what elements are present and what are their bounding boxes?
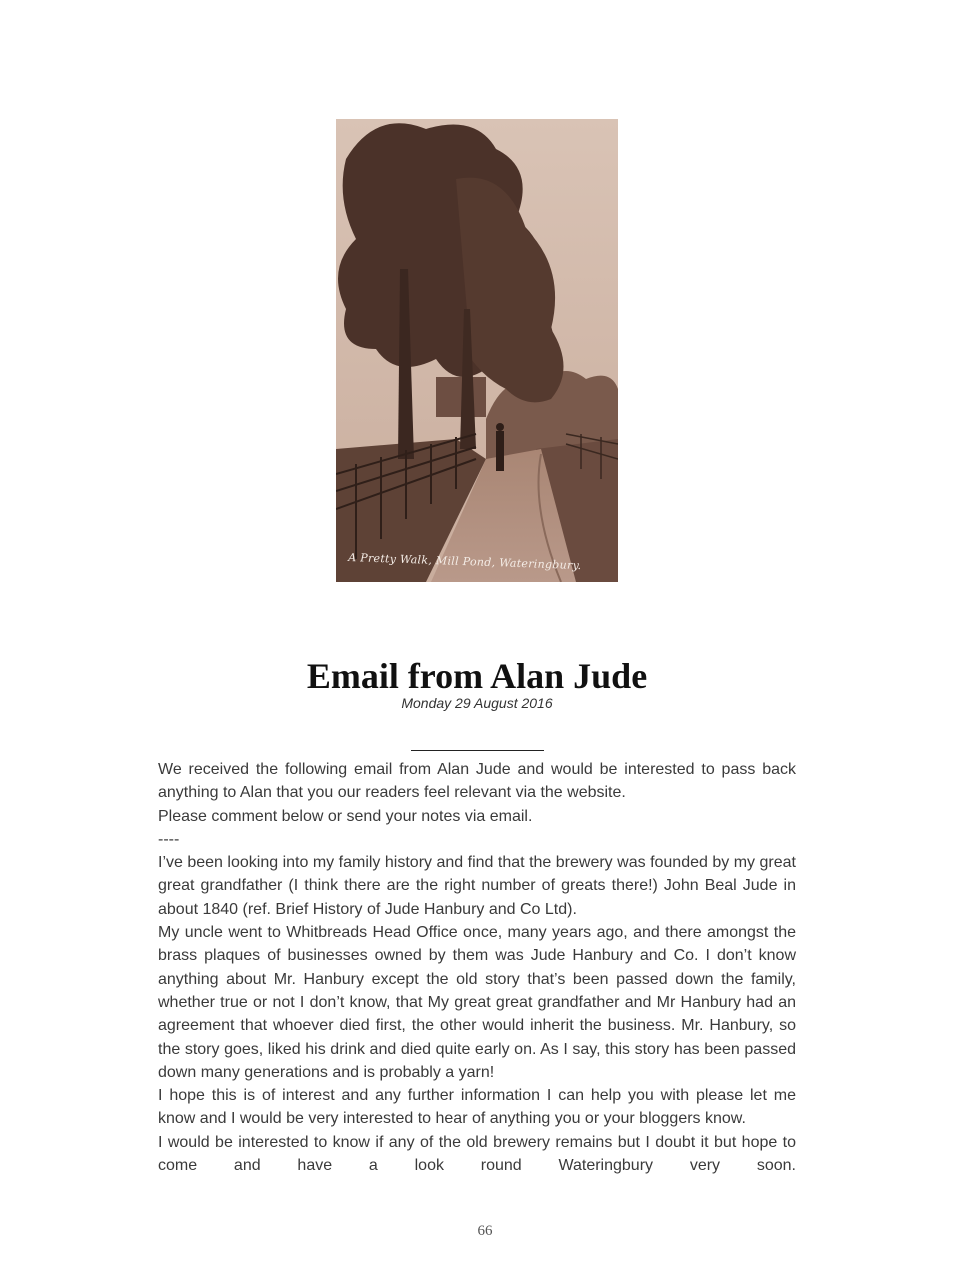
title-divider <box>411 750 544 751</box>
sepia-photograph <box>336 119 618 582</box>
paragraph: I hope this is of interest and any further information I can help you with please let me know and I would be very interested to hear of anything you or your bloggers know. <box>158 1087 796 1128</box>
article-title: Email from Alan Jude <box>306 656 648 696</box>
article-date: Monday 29 August 2016 <box>401 695 553 711</box>
photo-caption: A Pretty Walk, Mill Pond, Wateringbury. <box>348 551 582 573</box>
article-body <box>158 758 796 1177</box>
paragraph: My uncle went to Whitbreads Head Office once, many years ago, and there amongst the brass plaques of businesses owned by them was Jude Hanbury and Co. I don’t know anything about Mr. Hanbury except the old story that’s been passed down the family, whether true or not I don’t know, that My great great grandfather and Mr Hanbury had an agreement that whoever died first, the other would inherit the business. Mr. Hanbury, so the story goes, liked his drink and died quite early on. As I say, this story has been passed down many generations and is probably a yarn! <box>158 924 796 1081</box>
paragraph: ---- <box>158 830 180 848</box>
photo-illustration <box>336 119 618 582</box>
paragraph: Please comment below or send your notes via email. <box>158 807 533 825</box>
paragraph: I would be interested to know if any of the old brewery remains but I doubt it but hope to come and have a look round Wateringbury very soon. <box>158 1133 796 1175</box>
paragraph: I’ve been looking into my family history and find that the brewery was founded by my great great grandfather (I think there are the right number of greats there!) John Beal Jude in about 1840 (ref. Brief History of Jude Hanbury and Co Ltd). <box>158 854 796 918</box>
paragraph: We received the following email from Alan Jude and would be interested to pass back anything to Alan that you our readers feel relevant via the website. <box>158 761 796 802</box>
page-number: 66 <box>477 1223 493 1239</box>
